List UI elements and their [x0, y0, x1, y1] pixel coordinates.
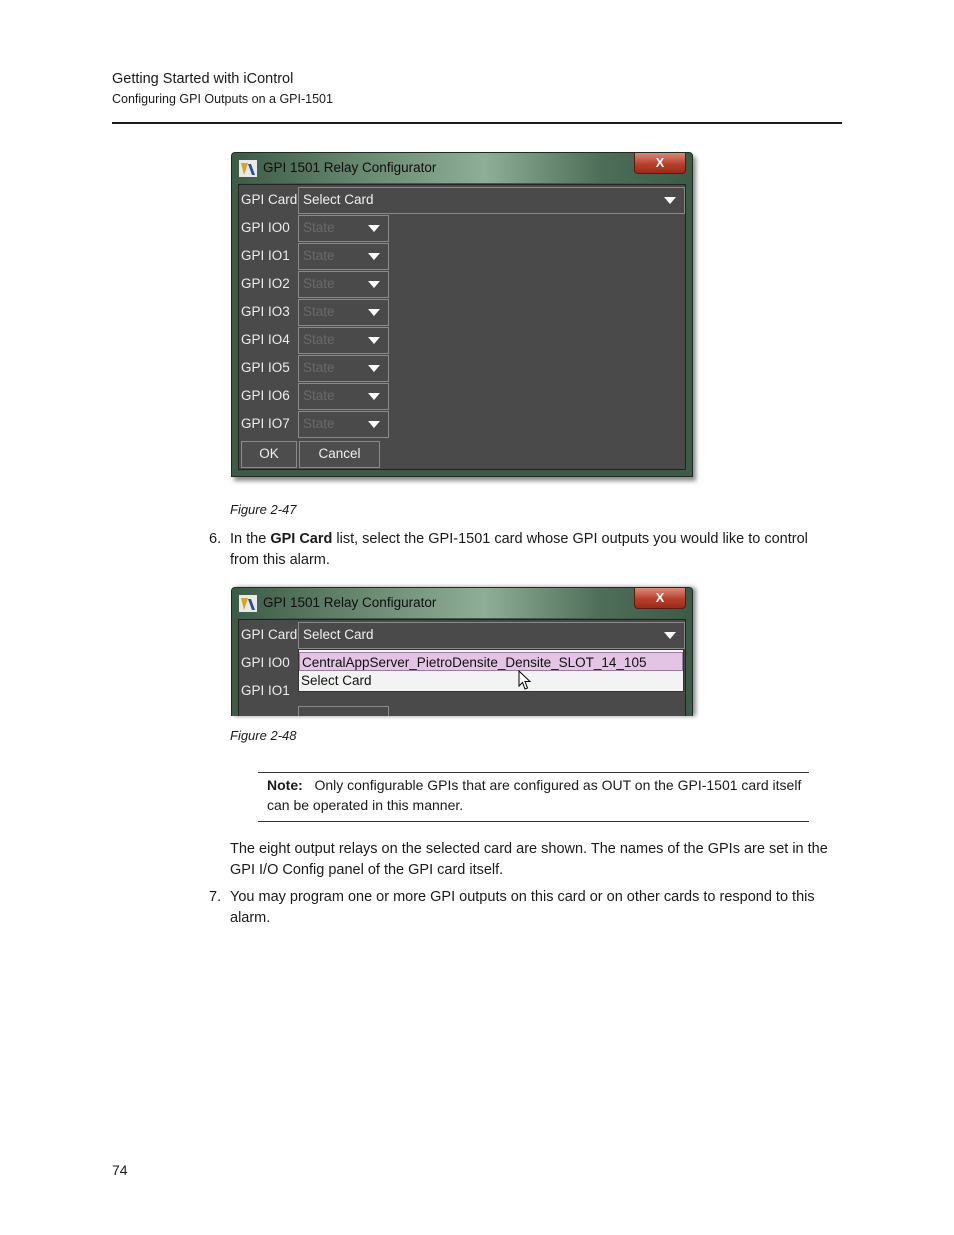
dialog-title: GPI 1501 Relay Configurator — [263, 160, 437, 175]
gpi-io-label: GPI IO1 — [241, 248, 290, 263]
gpi-io5-state-select[interactable] — [298, 355, 389, 382]
gpi-card-select-value: Select Card — [303, 627, 374, 642]
dialog-title: GPI 1501 Relay Configurator — [263, 595, 437, 610]
figure-caption: Figure 2-48 — [230, 728, 297, 743]
ok-button[interactable]: OK — [241, 441, 297, 468]
chevron-down-icon — [664, 632, 676, 639]
gpi-io-label: GPI IO5 — [241, 360, 290, 375]
chevron-down-icon — [664, 197, 676, 204]
chevron-down-icon — [368, 393, 380, 400]
gpi-io-label: GPI IO1 — [241, 683, 290, 698]
gpi-io1-state-select[interactable] — [298, 243, 389, 270]
gpi-io-label: GPI IO7 — [241, 416, 290, 431]
note-label: Note: — [267, 777, 303, 793]
dialog-titlebar — [232, 153, 692, 183]
state-select-value: State — [303, 388, 335, 403]
gpi-io-label: GPI IO2 — [241, 276, 290, 291]
cancel-button[interactable]: Cancel — [299, 441, 380, 468]
state-select-value: State — [303, 416, 335, 431]
step-text-line2: alarm. — [230, 910, 271, 926]
chevron-down-icon — [368, 253, 380, 260]
body-paragraph-line2: GPI I/O Config panel of the GPI card itself. — [230, 862, 504, 878]
state-select-value: State — [303, 360, 335, 375]
gpi-io-label: GPI IO6 — [241, 388, 290, 403]
gpi-io-label: GPI IO4 — [241, 332, 290, 347]
running-header-section: Configuring GPI Outputs on a GPI-1501 — [112, 92, 333, 106]
dropdown-option[interactable]: Select Card — [301, 673, 372, 688]
gpi-card-select[interactable] — [298, 622, 685, 649]
chevron-down-icon — [368, 225, 380, 232]
state-select-value: State — [303, 332, 335, 347]
gpi-io-label: GPI IO0 — [241, 220, 290, 235]
gpi-io0-state-select[interactable] — [298, 215, 389, 242]
gpi-io2-state-select[interactable] — [298, 271, 389, 298]
chevron-down-icon — [368, 281, 380, 288]
chevron-down-icon — [368, 309, 380, 316]
state-select-value: State — [303, 276, 335, 291]
state-select-value: State — [303, 220, 335, 235]
note-text: Only configurable GPIs that are configured as OUT on the GPI-1501 card itself — [314, 777, 802, 793]
gpi-io6-state-select[interactable] — [298, 383, 389, 410]
dialog-content — [238, 619, 686, 716]
step-text: You may program one or more GPI outputs on this card or on other cards to respond to this — [230, 889, 815, 905]
step-text-post: list, select the GPI-1501 card whose GPI outputs you would like to control — [332, 531, 808, 547]
note-rule-bottom — [258, 821, 809, 822]
relay-configurator-dialog — [231, 152, 693, 477]
note-line2: can be operated in this manner. — [267, 797, 464, 813]
app-logo-icon — [239, 595, 257, 612]
mouse-cursor-icon — [518, 670, 532, 691]
note-rule-top — [258, 772, 809, 773]
app-logo-icon — [239, 160, 257, 177]
gpi-card-select-value: Select Card — [303, 192, 374, 207]
step-number: 6. — [209, 531, 222, 547]
body-paragraph-line1: The eight output relays on the selected card are shown. The names of the GPIs are set in the — [230, 841, 828, 857]
note-line1 — [267, 775, 801, 795]
dialog-titlebar — [232, 588, 692, 618]
step-number: 7. — [209, 889, 222, 905]
gpi-io7-state-select[interactable] — [298, 411, 389, 438]
gpi-io4-state-select[interactable] — [298, 327, 389, 354]
state-select-value: State — [303, 304, 335, 319]
chevron-down-icon — [368, 421, 380, 428]
dialog-content — [238, 184, 686, 470]
relay-configurator-dialog-dropdown — [231, 587, 693, 716]
page-number: 74 — [112, 1162, 128, 1178]
step-text-pre: In the — [230, 531, 271, 547]
step-text-bold: GPI Card — [270, 531, 333, 547]
dropdown-option[interactable]: CentralAppServer_PietroDensite_Densite_SLOT_14_105 — [299, 652, 683, 671]
close-button[interactable]: X — [634, 588, 686, 609]
step-text-line2: from this alarm. — [230, 552, 330, 568]
gpi-io1-state-select[interactable] — [298, 706, 389, 716]
gpi-io3-state-select[interactable] — [298, 299, 389, 326]
chevron-down-icon — [368, 365, 380, 372]
gpi-card-select[interactable] — [298, 187, 685, 214]
gpi-card-dropdown-menu — [298, 649, 684, 692]
gpi-io-label: GPI IO3 — [241, 304, 290, 319]
chevron-down-icon — [368, 337, 380, 344]
close-button[interactable]: X — [634, 153, 686, 174]
header-rule — [112, 122, 842, 124]
figure-caption: Figure 2-47 — [230, 502, 297, 517]
gpi-card-label: GPI Card — [241, 192, 298, 207]
step-text — [230, 529, 808, 550]
gpi-io-label: GPI IO0 — [241, 655, 290, 670]
gpi-card-label: GPI Card — [241, 627, 298, 642]
state-select-value: State — [303, 248, 335, 263]
running-header-title: Getting Started with iControl — [112, 71, 294, 87]
